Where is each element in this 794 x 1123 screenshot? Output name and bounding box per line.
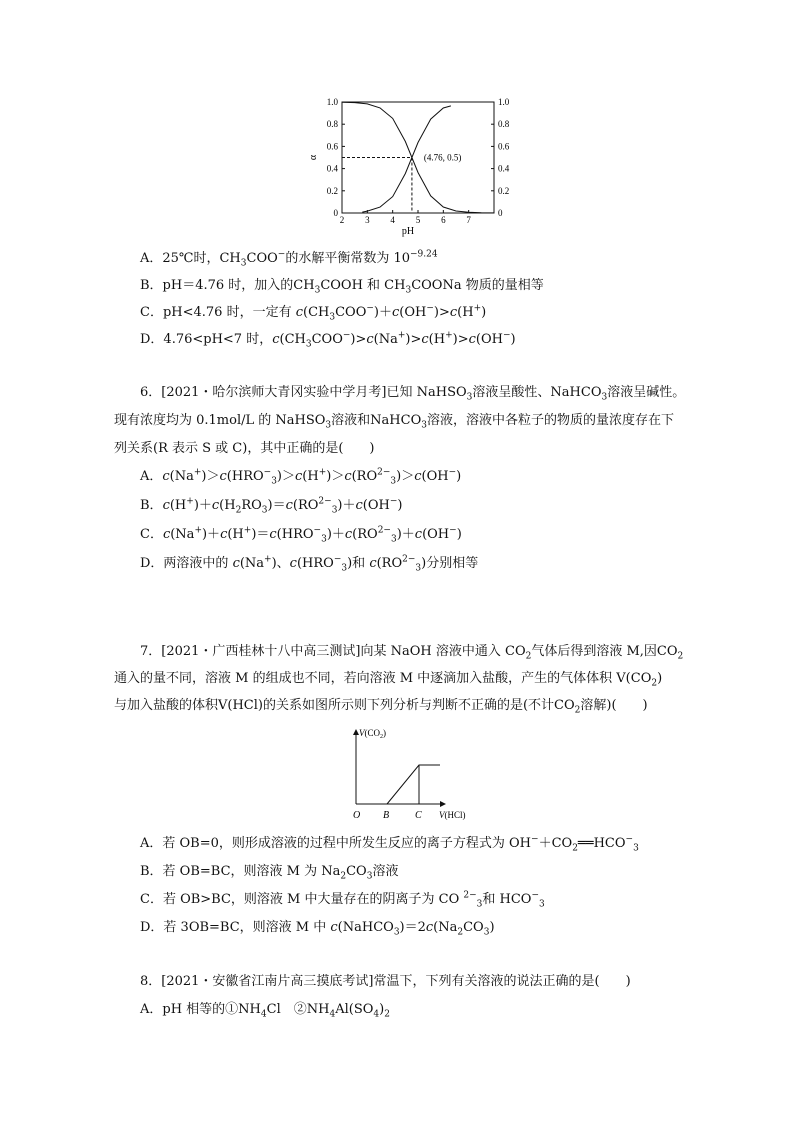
q5-option-d: D．4.76<pH<7 时，$c(CH_3COO^-)>c(Na^+)>c(H^+)>c(OH^-)$	[140, 330, 516, 350]
y-tick-label-right: 0.8	[498, 119, 510, 130]
q6-option-c: C．$c(Na^+)+c(H^+)=c(HRO^-_3)+c(RO^{2-}_3)+c(OH^-)$	[140, 525, 462, 545]
q6-option-b: B．$c(H^+)+c(H_2RO_3)=c(RO^{2-}_3)+c(OH^-)$	[140, 496, 403, 516]
tick-label-b: B	[383, 810, 390, 820]
x-tick-label: 6	[441, 215, 446, 225]
y-tick-label-left: 0.2	[326, 185, 338, 196]
q7-option-a: A．若 OB=0，则形成溶液的过程中所发生反应的离子方程式为 $OH^-+CO_2══HCO^-_3$	[140, 834, 639, 854]
y-tick-label-right: 0.6	[498, 141, 510, 152]
x-tick-label: 7	[466, 215, 471, 225]
y-tick-label-right: 0.2	[498, 185, 510, 196]
x-axis-label: V(HCl)	[439, 810, 466, 820]
q7-option-b: B．若 OB=BC，则溶液 M 为 $Na_2CO_3$溶液	[140, 864, 399, 882]
series-line	[387, 765, 440, 804]
q6-stem-line1: 6．[2021・哈尔滨师大青冈实验中学月考]已知 NaHSO$_3$溶液呈酸性、NaHCO$_3$溶液呈碱性。	[140, 385, 686, 403]
y-tick-label-right: 1.0	[498, 97, 510, 107]
x-tick-label: 2	[339, 215, 345, 225]
q6-option-d: D．两溶液中的 c(Na+)、$c(HRO^-_3)$和 $c(RO^{2-}_3)$分别相等	[140, 554, 479, 574]
q5-option-c: C．pH<4.76 时，一定有 $c(CH_3COO^-)+c(OH^-)>c(H^+)$	[140, 303, 487, 323]
y-tick-label-right: 0	[498, 208, 503, 218]
q5-option-a: A．25℃时，$CH_3COO^-$的水解平衡常数为 $10^{-9.24}$	[140, 249, 438, 269]
y-tick-label-left: 0.4	[326, 163, 338, 174]
alpha-ph-chart	[308, 92, 528, 242]
y-tick-label-left: 1.0	[326, 97, 338, 107]
q7-stem-line1: 7．[2021・广西桂林十八中高三测试]向某 NaOH 溶液中通入 $CO_2$气体后得到溶液 M,因$CO_2$	[140, 644, 684, 662]
y-axis-label: α	[308, 154, 319, 161]
y-tick-label-left: 0.8	[326, 119, 338, 130]
x-tick-label: 3	[365, 215, 370, 225]
tick-label-o: O	[353, 810, 361, 820]
q7-option-d: D．若 3OB=BC，则溶液 M 中 $c(NaHCO_3)=2c(Na_2CO_3)$	[140, 920, 495, 938]
x-axis-label: pH	[401, 226, 415, 237]
q7-stem-line2: 通入的量不同，溶液 M 的组成也不同，若向溶液 M 中逐滴加入盐酸，产生的气体体积 $V(CO_2)$	[114, 671, 663, 689]
y-tick-label-left: 0.6	[326, 141, 338, 152]
q5-option-b: B．pH＝4.76 时，加入的$CH_3COOH$ 和 $CH_3COONa$ 物质的量相等	[140, 278, 544, 296]
q6-stem-line2: 现有浓度均为 0.1mol/L 的 NaHSO$_3$溶液和NaHCO$_3$溶液，溶液中各粒子的物质的量浓度存在下	[114, 413, 674, 431]
y-tick-label-left: 0	[333, 208, 338, 218]
y-axis-label: $V(CO_2)$	[359, 728, 386, 740]
q6-stem-line3: 列关系(R 表示 S 或 C)，其中正确的是( )	[114, 441, 375, 456]
y-tick-label-right: 0.4	[498, 163, 510, 174]
tick-label-c: C	[415, 810, 422, 820]
chart-ticks	[327, 97, 510, 225]
point-annotation: (4.76, 0.5)	[423, 152, 462, 163]
co2-hcl-chart	[335, 722, 485, 820]
q7-option-c: C．若 OB>BC，则溶液 M 中大量存在的阴离子为 CO $^{2-}_3$和 $HCO^-_3$	[140, 890, 545, 910]
q7-stem-line3: 与加入盐酸的体积V(HCl)的关系如图所示则下列分析与判断不正确的是(不计$CO_2$溶解)( )	[114, 698, 648, 716]
reference-lines	[342, 158, 412, 214]
q8-stem-line1: 8．[2021・安徽省江南片高三摸底考试]常温下，下列有关溶液的说法正确的是( )	[140, 974, 631, 989]
q6-option-a: A．$c(Na^+)>c(HRO^-_3)>c(H^+)>c(RO^{2-}_3)>c(OH^-)$	[140, 467, 462, 487]
x-tick-label: 4	[390, 215, 395, 225]
q8-option-a: A．pH 相等的$①NH_4Cl$ $②NH_4Al(SO_4)_2$	[140, 1002, 390, 1020]
x-tick-label: 5	[415, 215, 421, 225]
